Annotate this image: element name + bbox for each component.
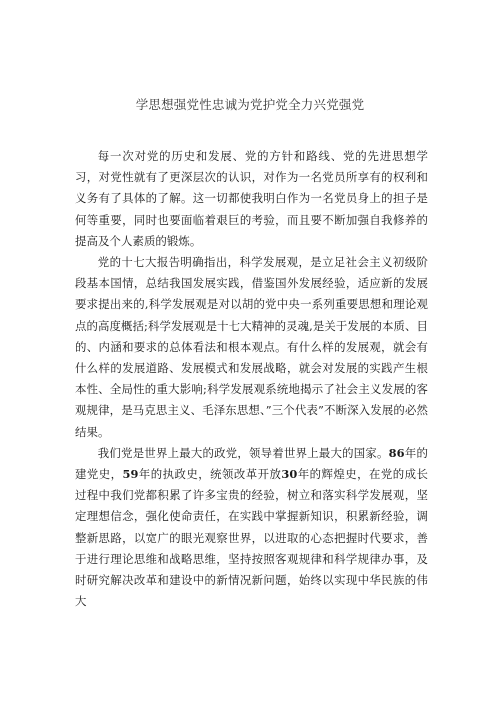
paragraph-2: 党的十七大报告明确指出，科学发展观，是立足社会主义初级阶段基本国情，总结我国发展实践，借鉴国外发展经验，适应新的发展要求提出来的,科学发展观是对以胡的党中央一系列重要思想和理论观点的高度概括;科学发展观是十七大精神的灵魂,是关于发展的本质、目的、内涵和要求的总体看法和根本观点。有什么样的发展观，就会有什么样的发展道路、发展模式和发展战略，就会对发展的实践产生根本性、全局性的重大影响;科学发展观系统地揭示了社会主义发展的客观规律，是马克思主义、毛泽东思想、”三个代表”不断深入发展的必然结果。	[75, 255, 428, 439]
paragraph-3-text-4: 年的辉煌史，在党的成长过程中我们党都积累了许多宝贵的经验，树立和落实科学发展观，坚定理想信念，强化使命责任，在实践中掌握新知识，积累新经验，调整新思路，以宽广的眼光观察世界，以进取的心态把握时代要求，善于进行理论思维和战略思维，坚持按照客观规律和科学规律办事，及时研究解决改革和建设中的新情况新问题，始终以实现中华民族的伟大	[75, 467, 429, 609]
paragraph-3-number-2: 59	[122, 467, 139, 482]
paragraph-3-text-1: 我们党是世界上最大的政党，领导着世界上最大的国家。	[97, 445, 389, 460]
paragraph-1: 每一次对党的历史和发展、党的方针和路线、党的先进思想学习，对党性就有了更深层次的认识，对作为一名党员所享有的权利和义务有了具体的了解。这一切都使我明白作为一名党员身上的担子是何等重要，同时也要面临着艰巨的考验，而且要不断加强自我修养的提高及个人素质的锻炼。	[75, 149, 428, 248]
paragraph-3-text-3: 年的执政史，统领改革开放	[138, 467, 282, 482]
paragraph-3-number-3: 30	[281, 467, 298, 482]
paragraph-3	[75, 443, 428, 613]
paragraph-3-number-1: 86	[388, 445, 405, 460]
document-body	[75, 146, 428, 612]
paragraph-3-text-2: 年的建党史，	[75, 445, 428, 482]
document-title: 学思想强党性忠诚为党护党全力兴党强党	[135, 97, 365, 112]
